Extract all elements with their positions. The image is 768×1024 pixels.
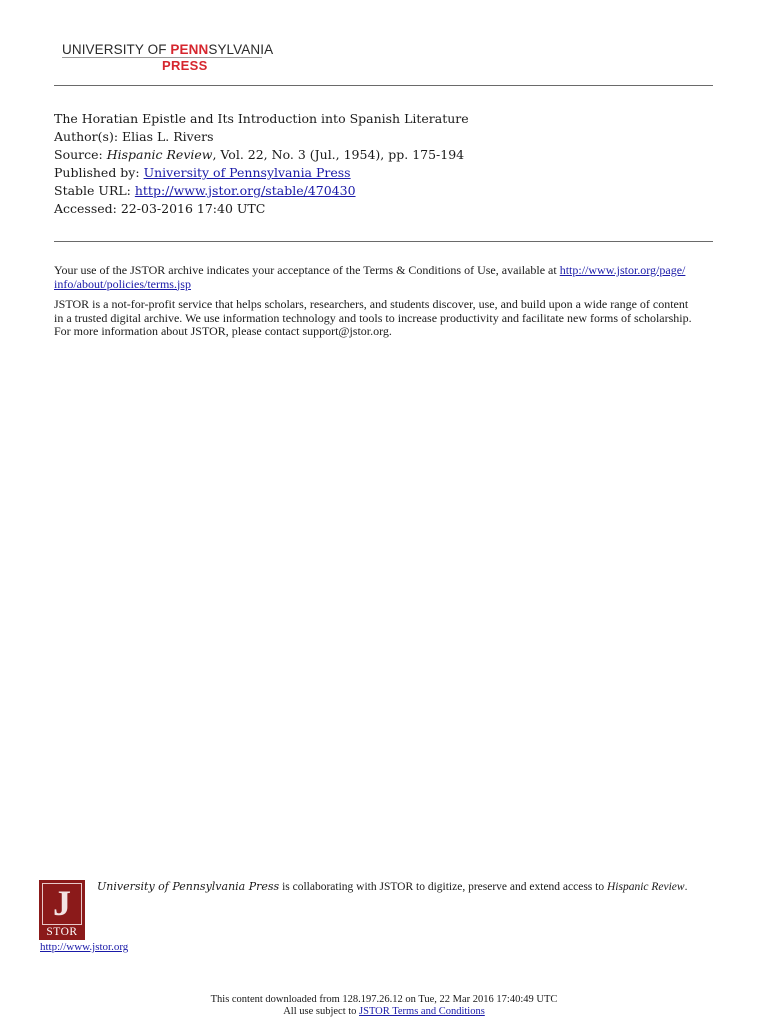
accessed-date: 22-03-2016 17:40 UTC xyxy=(120,201,266,216)
accessed-line: Accessed: 22-03-2016 17:40 UTC xyxy=(54,201,266,216)
publisher-logo-wordmark: UNIVERSITY OF PENNSYLVANIA xyxy=(62,42,274,57)
download-footer xyxy=(0,994,768,1017)
terms-footer-line: All use subject to JSTOR Terms and Conditions xyxy=(283,1005,485,1017)
source-line: Source: Hispanic Review, Vol. 22, No. 3 (Jul., 1954), pp. 175-194 xyxy=(54,147,465,162)
publisher-link[interactable]: University of Pennsylvania Press xyxy=(143,165,351,180)
article-metadata xyxy=(54,110,714,218)
publisher-line: Published by: University of Pennsylvania Press xyxy=(54,165,351,180)
collab-journal: Hispanic Review xyxy=(606,881,685,893)
author-line: Author(s): Elias L. Rivers xyxy=(54,129,214,144)
collab-publisher: University of Pennsylvania Press xyxy=(97,880,280,893)
jstor-logo-word: STOR xyxy=(46,926,78,938)
stable-url-link[interactable]: http://www.jstor.org/stable/470430 xyxy=(134,183,356,198)
download-info: This content downloaded from 128.197.26.12 on Tue, 22 Mar 2016 17:40:49 UTC xyxy=(210,994,558,1005)
jstor-logo-letter: J xyxy=(53,883,71,923)
divider-bottom xyxy=(54,241,713,242)
collaboration-statement: University of Pennsylvania Press is collaborating with JSTOR to digitize, preserve and extend access to Hispanic Review. xyxy=(97,880,688,893)
jstor-homepage-link[interactable]: http://www.jstor.org xyxy=(40,941,129,953)
article-title: The Horatian Epistle and Its Introduction into Spanish Literature xyxy=(54,111,469,126)
publisher-logo-press: PRESS xyxy=(162,58,208,73)
divider-top xyxy=(54,85,713,86)
jstor-logo xyxy=(39,880,85,940)
terms-section xyxy=(54,264,716,346)
terms-link[interactable]: http://www.jstor.org/page/ info/about/policies/terms.jsp xyxy=(54,263,686,291)
publisher-logo xyxy=(62,42,274,74)
author-name: Elias L. Rivers xyxy=(122,129,214,144)
footer-terms-link[interactable]: JSTOR Terms and Conditions xyxy=(359,1005,485,1017)
terms-paragraph: Your use of the JSTOR archive indicates your acceptance of the Terms & Conditions of Use, available at http://www.jstor.org/page/ info/about/policies/terms.jsp xyxy=(54,263,686,291)
jstor-info-paragraph: JSTOR is a not-for-profit service that helps scholars, researchers, and students discover, use, and build upon a wide range of content in a trusted digital archive. We use information technology and tools to increase productivity and facilitate new forms of scholarship. For more information about JSTOR, please contact support@jstor.org. xyxy=(54,297,692,338)
stable-url-line: Stable URL: http://www.jstor.org/stable/470430 xyxy=(54,183,356,198)
journal-name: Hispanic Review xyxy=(106,147,213,162)
